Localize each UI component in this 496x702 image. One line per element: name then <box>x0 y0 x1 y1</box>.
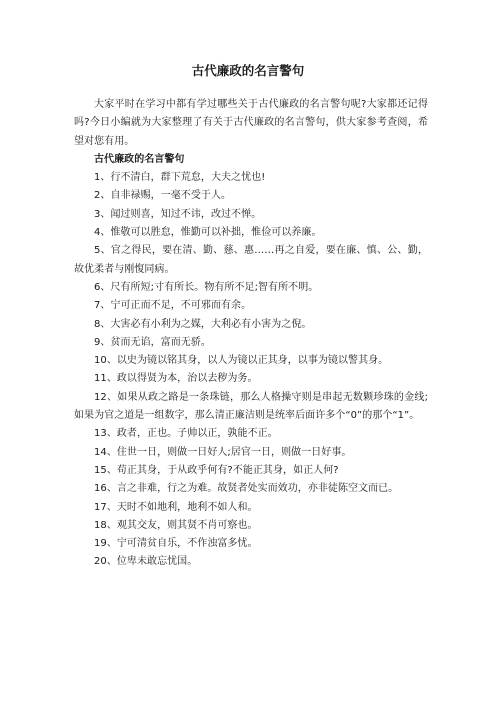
section-heading: 古代廉政的名言警句 <box>94 153 185 165</box>
quote-item-20: 20、位卑未敢忘忧国。 <box>94 556 198 568</box>
document-body <box>74 96 428 572</box>
quote-item-17: 17、天时不如地利，地利不如人和。 <box>94 501 258 513</box>
quote-item-10: 10、以史为镜以铭其身，以人为镜以正其身，以事为镜以警其身。 <box>94 355 389 367</box>
intro-paragraph: 大家平时在学习中都有学过哪些关于古代廉政的名言警句呢?大家都还记得吗?今日小编就为大家整理了有关于古代廉政的名言警句，供大家参考查阅，希望对您有用。 <box>74 99 428 147</box>
quote-item-14: 14、住世一日，则做一日好人;居官一日，则做一日好事。 <box>94 446 352 458</box>
quote-item-9: 9、贫而无谄，富而无骄。 <box>94 336 211 348</box>
quote-item-18: 18、观其交友，则其贤不肖可察也。 <box>94 519 258 531</box>
quote-item-19: 19、宁可清贫自乐，不作浊富多忧。 <box>94 538 258 550</box>
quote-item-12: 12、如果从政之路是一条珠链，那么人格操守则是串起无数颗珍珠的金线;如果为官之道是一组数字，那么清正廉洁则是统率后面许多个“0”的那个“1”。 <box>74 391 428 422</box>
quote-item-11: 11、政以得贤为本，治以去秽为务。 <box>94 373 258 385</box>
quote-item-13: 13、政者，正也。子帅以正，孰能不正。 <box>94 428 278 440</box>
quote-item-8: 8、大害必有小利为之媒，大利必有小害为之倪。 <box>94 318 312 330</box>
quote-item-2: 2、自非禄赐，一毫不受于人。 <box>94 190 232 202</box>
quote-item-16: 16、言之非难，行之为难。故贤者处实而效功，亦非徒陈空文而已。 <box>94 483 399 495</box>
quote-item-4: 4、惟敬可以胜怠，惟勤可以补拙，惟俭可以养廉。 <box>94 227 322 239</box>
quote-item-7: 7、宁可正而不足，不可邪而有余。 <box>94 300 252 312</box>
quote-item-6: 6、尺有所短;寸有所长。物有所不足;智有所不明。 <box>94 281 319 293</box>
quote-item-1: 1、行不清白，群下荒怠，大夫之忧也! <box>94 172 266 184</box>
document-title: 古代廉政的名言警句 <box>191 63 305 78</box>
quote-item-5: 5、官之得民，要在清、勤、慈、惠……再之自爱，要在廉、慎、公、勤，故优柔者与刚愎同病。 <box>74 245 428 275</box>
quote-item-3: 3、闻过则喜，知过不讳，改过不惮。 <box>94 208 262 220</box>
quote-item-15: 15、苟正其身，于从政乎何有?不能正其身，如正人何? <box>94 464 339 476</box>
